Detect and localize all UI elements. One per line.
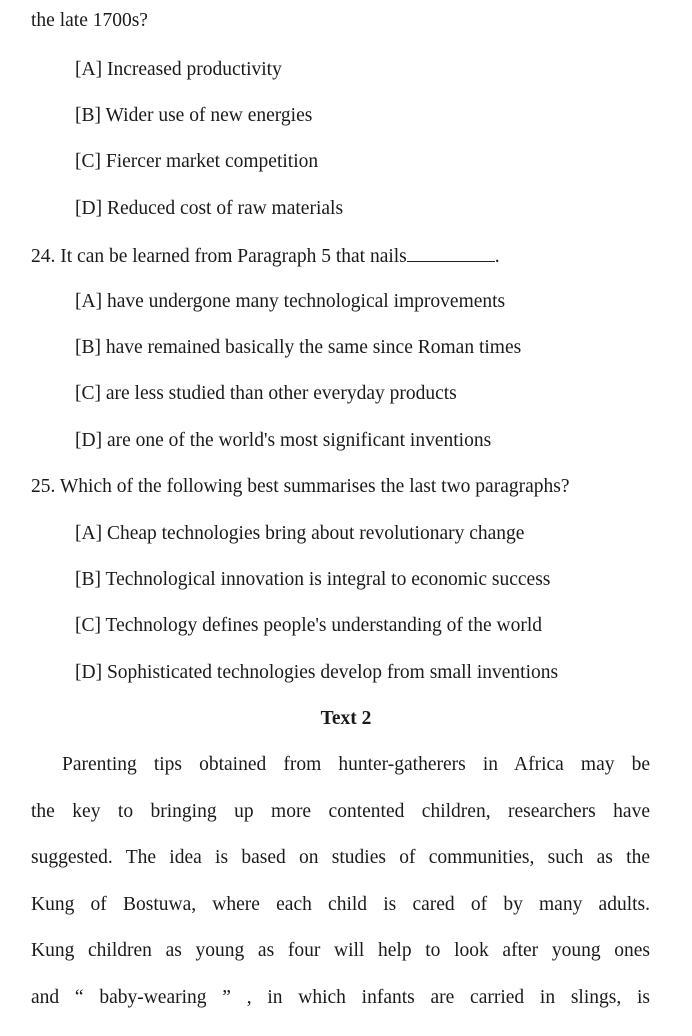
passage-line: Kung children as young as four will help to look after young ones [31, 940, 650, 962]
option-text: Technology defines people's understanding of the world [105, 615, 542, 636]
question-24-option-a[interactable] [75, 290, 505, 314]
question-25-option-d[interactable] [75, 661, 558, 685]
question-23-tail: the late 1700s? [31, 10, 148, 31]
question-24-stem [31, 243, 500, 269]
question-end-punct: . [494, 246, 500, 267]
question-25-option-a[interactable] [75, 522, 524, 546]
option-letter: [A] [75, 523, 103, 544]
option-text: Cheap technologies bring about revolutionary change [106, 523, 525, 544]
option-text: have remained basically the same since Roman times [105, 337, 522, 358]
question-23-option-a[interactable] [75, 58, 282, 82]
question-number: 25. [31, 476, 56, 497]
question-number: 24. [31, 246, 56, 267]
option-text: are one of the world's most significant inventions [106, 430, 492, 451]
option-letter: [D] [75, 662, 103, 683]
option-letter: [B] [75, 105, 101, 126]
question-23-option-d[interactable] [75, 197, 343, 221]
question-25-option-b[interactable] [75, 568, 550, 592]
option-letter: [B] [75, 569, 101, 590]
passage-line: and “ baby-wearing ” , in which infants are carried in slings, is [31, 986, 650, 1008]
question-25-stem [31, 475, 570, 499]
option-text: Increased productivity [106, 59, 282, 80]
question-25-option-c[interactable] [75, 614, 542, 638]
option-letter: [C] [75, 383, 101, 404]
option-text: Sophisticated technologies develop from small inventions [106, 662, 559, 683]
passage-line: suggested. The idea is based on studies of communities, such as the [31, 847, 650, 869]
passage-line: Kung of Bostuwa, where each child is cared of by many adults. [31, 893, 650, 915]
question-24-option-b[interactable] [75, 336, 521, 360]
passage-paragraph [31, 742, 650, 1022]
question-24-option-c[interactable] [75, 382, 457, 406]
option-text: have undergone many technological improvements [106, 291, 506, 312]
question-24-option-d[interactable] [75, 429, 491, 453]
option-letter: [B] [75, 337, 101, 358]
option-letter: [A] [75, 291, 103, 312]
option-letter: [D] [75, 198, 103, 219]
passage-line: the key to bringing up more contented children, researchers have [31, 800, 650, 822]
section-heading: Text 2 [320, 708, 372, 729]
option-text: Fiercer market competition [105, 151, 319, 172]
question-text: It can be learned from Paragraph 5 that nails [60, 246, 407, 267]
answer-blank [407, 243, 495, 262]
option-letter: [A] [75, 59, 103, 80]
option-letter: [C] [75, 151, 101, 172]
option-text: Wider use of new energies [105, 105, 313, 126]
option-letter: [D] [75, 430, 103, 451]
question-text: Which of the following best summarises the last two paragraphs? [59, 476, 570, 497]
question-23-option-b[interactable] [75, 104, 312, 128]
option-text: are less studied than other everyday products [105, 383, 457, 404]
option-text: Technological innovation is integral to economic success [105, 569, 551, 590]
option-letter: [C] [75, 615, 101, 636]
question-23-option-c[interactable] [75, 150, 318, 174]
option-text: Reduced cost of raw materials [106, 198, 344, 219]
passage-line: Parenting tips obtained from hunter-gatherers in Africa may be [62, 754, 650, 775]
